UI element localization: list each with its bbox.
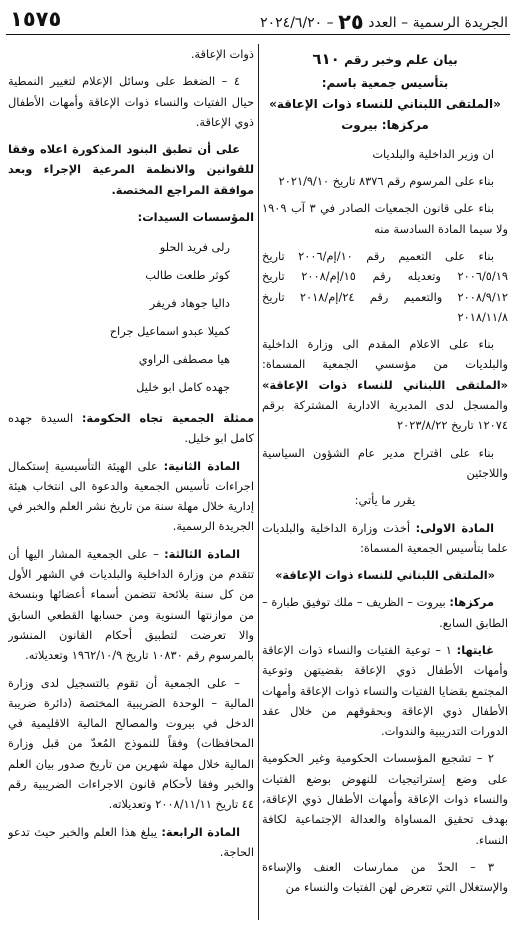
- goal-2: ٢ – تشجيع المؤسسات الحكومية وغير الحكومية على وضع إستراتيجيات للنهوض بوضع الفتيات والنساء ذوات الإعاقة وأمهات الأطفال ذوي الإعاقة، بهدف تحقيق المساواة والعدالة الإجتماعية لكافة النساء.: [262, 751, 508, 847]
- founders-list: [8, 234, 254, 402]
- article-3-tax-registration: – على الجمعية أن تقوم بالتسجيل لدى وزارة المالية – الوحدة الضريبية المختصة (دائرة ضريبة الدخل في بيروت والمصالح المالية الاقليمية في المحافظات) وفقاً للنموذج المُعدّ من قبل وزارة المالية خلال مهلة شهرين من تاريخ صدور بيان العلم والخبر وفقا لأحكام قانون الاجراءات الضريبية رقم ٤٤ تاريخ ٢٠٠٨/١١/١١ وتعديلاته.: [8, 675, 254, 812]
- compliance-clause: على أن تطبق البنود المذكورة اعلاه وفقا للقوانين والانظمة المرعية الإجراء وبعد موافقة المراجع المختصة.: [8, 142, 254, 197]
- gazette-name: الجريدة الرسمية: [412, 15, 508, 31]
- notice-number: ٦١٠: [312, 50, 340, 68]
- goal-4: ٤ – الضغط على وسائل الإعلام لتغيير النمطية حيال الفتيات والنساء ذوات الإعاقة وأمهات الأطفال ذوي الإعاقة.: [8, 74, 254, 129]
- association-hq-heading: مركزها: بيروت: [341, 118, 429, 133]
- headquarters: مركزها: بيروت – الظريف – ملك توفيق طبارة – الطابق السابع.: [262, 595, 508, 630]
- issue-label: العدد: [368, 15, 397, 31]
- left-column: [8, 44, 254, 928]
- preamble-circulars: بناء على التعميم رقم ١٠/إم/٢٠٠٦ تاريخ ٢٠٠٦/٥/١٩ وتعديله رقم ١٥/إم/٢٠٠٨ تاريخ ٢٠٠٨/٩/١٢ والتعميم رقم ٢٤/إم/٢٠١٨ تاريخ ٢٠١٨/١١/٨: [262, 248, 508, 324]
- gazette-heading: الجريدة الرسمية – العدد ٢٥ – ٢٠٢٤/٦/٢٠: [260, 10, 508, 34]
- page-number: ١٥٧٥: [10, 7, 62, 31]
- association-name-inline: «الملتقى اللبناني للنساء ذوات الإعاقة»: [262, 377, 508, 392]
- goal-3: ٣ – الحدّ من ممارسات العنف والإساءة والإستغلال التي تتعرض لهن الفتيات والنساء من: [262, 859, 508, 895]
- article-1-label: المادة الاولى:: [415, 520, 494, 535]
- association-name-article: «الملتقى اللبناني للنساء ذوات الإعاقة»: [275, 568, 495, 583]
- founders-label: المؤسسات السيدات:: [137, 210, 254, 225]
- notice-title: [262, 46, 508, 73]
- issuer-line: ان وزير الداخلية والبلديات: [372, 146, 494, 161]
- right-column: [262, 44, 508, 928]
- preamble-proposal: بناء على اقتراح مدير عام الشؤون السياسية واللاجئين: [262, 445, 508, 480]
- goal-3-continued: ذوات الإعاقة.: [190, 47, 254, 61]
- article-4: المادة الرابعة: يبلغ هذا العلم والخبر حيث تدعو الحاجة.: [8, 824, 254, 859]
- article-3: المادة الثالثة: – على الجمعية المشار اليها أن تتقدم من وزارة الداخلية والبلديات في الشهر الأول من كل سنة بلائحة تتضمن أسماء أعضائها وبنسخة من موازنتها السنوية ومن حسابها القطعي السابق والا تعرضت لتطبيق أحكام القانون المنشور بالمرسوم رقم ١٠٨٣٠ تاريخ ١٩٦٢/١٠/٩ وتعديلاته.: [8, 546, 254, 663]
- government-representative: ممثلة الجمعية تجاه الحكومة: السيدة جهده كامل ابو خليل.: [8, 411, 254, 446]
- notice-title-text: بيان علم وخبر رقم: [344, 53, 458, 67]
- article-2: المادة الثانية: على الهيئة التأسيسية إستكمال اجراءات تأسيس الجمعية والدعوة الى انتخاب هيئة إدارية خلال مهلة سنة من تاريخ نشر العلم والخبر في الجريدة الرسمية.: [8, 458, 254, 534]
- decides-line: يقرر ما يأتي:: [354, 493, 416, 508]
- association-name-heading: «الملتقى اللبناني للنساء ذوات الإعاقة»: [269, 97, 501, 112]
- page-header: [6, 4, 510, 35]
- issue-number: ٢٥: [338, 10, 364, 34]
- issue-date: ٢٠٢٤/٦/٢٠: [260, 15, 323, 31]
- notice-subtitle: بتأسيس جمعية باسم:: [321, 75, 449, 90]
- preamble-law: بناء على قانون الجمعيات الصادر في ٣ آب ١٩٠٩ ولا سيما المادة السادسة منه: [262, 201, 508, 236]
- founder-item: داليا جوهاد فريفر: [149, 296, 230, 311]
- goal-1: غايتها: ١ – توعية الفتيات والنساء ذوات الإعاقة وأمهات الأطفال ذوي الإعاقة بقضيتهن وتوعية المجتمع بقضايا الفتيات والنساء ذوات الإعاقة وأمهات الأطفال ذوي الإعاقة وبحقوقهم من خلال عقد الدورات التدريبية والندوات.: [262, 643, 508, 739]
- preamble-decree: بناء على المرسوم رقم ٨٣٧٦ تاريخ ٢٠٢١/٩/١٠: [278, 174, 494, 189]
- founder-item: كميلا عبدو اسماعيل جراح: [109, 324, 230, 339]
- founder-item: كوثر طلعت طالب: [145, 268, 230, 283]
- founder-item: هيا مصطفى الراوي: [138, 352, 230, 367]
- founder-item: رلى فريد الحلو: [159, 240, 230, 255]
- preamble-notification: بناء على الاعلام المقدم الى وزارة الداخلية والبلديات من مؤسسي الجمعية المسماة: «الملتقى اللبناني للنساء ذوات الإعاقة» والمسجل لدى المديرية الادارية المشتركة برقم ١٢٠٧٤ تاريخ ٢٠٢٣/٨/٢٢: [262, 337, 508, 433]
- column-divider: [258, 44, 259, 920]
- founder-item: جهده كامل ابو خليل: [136, 380, 230, 395]
- article-1: المادة الاولى: أخذت وزارة الداخلية والبلديات علما بتأسيس الجمعية المسماة:: [262, 520, 508, 555]
